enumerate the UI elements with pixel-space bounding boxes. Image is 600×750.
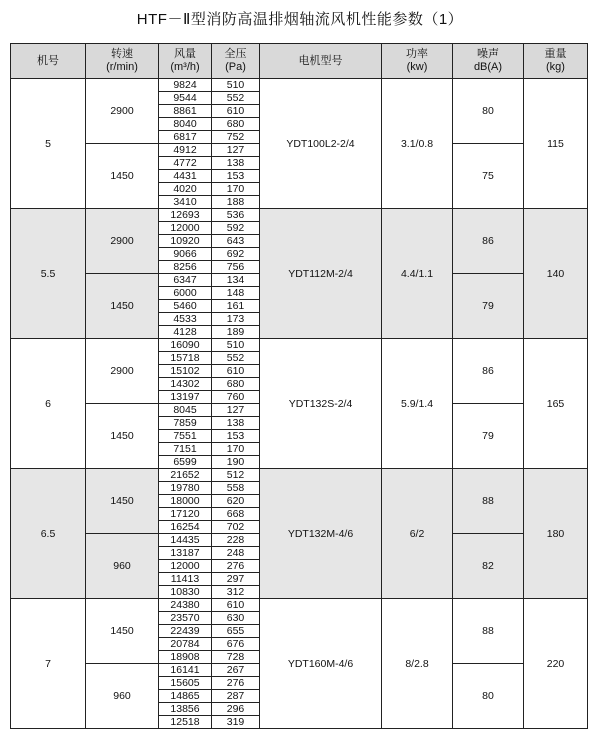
airflow-cell: 14435 [159,534,212,547]
performance-table [10,43,588,729]
speed-cell: 960 [86,534,159,599]
pressure-cell: 190 [212,456,260,469]
airflow-cell: 15718 [159,352,212,365]
airflow-cell: 6817 [159,131,212,144]
pressure-cell: 138 [212,157,260,170]
speed-cell: 1450 [86,599,159,664]
airflow-cell: 6000 [159,287,212,300]
motor-model-cell: YDT100L2-2/4 [260,79,382,209]
pressure-cell: 276 [212,560,260,573]
weight-cell: 165 [524,339,588,469]
pressure-cell: 510 [212,339,260,352]
column-header-total-pressure: 全压 (Pa) [212,44,260,79]
airflow-cell: 13187 [159,547,212,560]
pressure-cell: 189 [212,326,260,339]
pressure-cell: 287 [212,690,260,703]
weight-cell: 140 [524,209,588,339]
airflow-cell: 14302 [159,378,212,391]
airflow-cell: 10920 [159,235,212,248]
pressure-cell: 552 [212,92,260,105]
pressure-cell: 173 [212,313,260,326]
pressure-cell: 610 [212,365,260,378]
column-header-airflow: 风量 (m³/h) [159,44,212,79]
pressure-cell: 680 [212,118,260,131]
pressure-cell: 643 [212,235,260,248]
pressure-cell: 296 [212,703,260,716]
motor-model-cell: YDT112M-2/4 [260,209,382,339]
speed-cell: 2900 [86,209,159,274]
speed-cell: 960 [86,664,159,729]
airflow-cell: 12693 [159,209,212,222]
airflow-cell: 12000 [159,222,212,235]
airflow-cell: 12000 [159,560,212,573]
pressure-cell: 630 [212,612,260,625]
airflow-cell: 24380 [159,599,212,612]
power-cell: 3.1/0.8 [382,79,453,209]
noise-cell: 75 [453,144,524,209]
airflow-cell: 22439 [159,625,212,638]
motor-model-cell: YDT160M-4/6 [260,599,382,729]
pressure-cell: 170 [212,183,260,196]
column-header-speed: 转速 (r/min) [86,44,159,79]
pressure-cell: 127 [212,144,260,157]
pressure-cell: 153 [212,430,260,443]
machine-number-cell: 6 [11,339,86,469]
airflow-cell: 16141 [159,664,212,677]
airflow-cell: 4128 [159,326,212,339]
pressure-cell: 134 [212,274,260,287]
noise-cell: 86 [453,339,524,404]
speed-cell: 1450 [86,404,159,469]
airflow-cell: 4772 [159,157,212,170]
airflow-cell: 7151 [159,443,212,456]
pressure-cell: 297 [212,573,260,586]
motor-model-cell: YDT132M-4/6 [260,469,382,599]
pressure-cell: 188 [212,196,260,209]
speed-cell: 1450 [86,274,159,339]
table-row [11,209,588,222]
pressure-cell: 552 [212,352,260,365]
airflow-cell: 12518 [159,716,212,729]
pressure-cell: 668 [212,508,260,521]
speed-cell: 2900 [86,79,159,144]
airflow-cell: 20784 [159,638,212,651]
pressure-cell: 248 [212,547,260,560]
pressure-cell: 319 [212,716,260,729]
pressure-cell: 148 [212,287,260,300]
noise-cell: 80 [453,664,524,729]
pressure-cell: 760 [212,391,260,404]
column-header-power: 功率 (kw) [382,44,453,79]
noise-cell: 80 [453,79,524,144]
airflow-cell: 8256 [159,261,212,274]
speed-cell: 1450 [86,469,159,534]
airflow-cell: 5460 [159,300,212,313]
airflow-cell: 14865 [159,690,212,703]
airflow-cell: 18908 [159,651,212,664]
machine-number-cell: 5.5 [11,209,86,339]
airflow-cell: 9824 [159,79,212,92]
document-title: HTF－Ⅱ型消防高温排烟轴流风机性能参数（1） [136,11,464,28]
noise-cell: 82 [453,534,524,599]
table-row [11,79,588,92]
table-row [11,339,588,352]
airflow-cell: 4912 [159,144,212,157]
airflow-cell: 8045 [159,404,212,417]
pressure-cell: 558 [212,482,260,495]
column-header-machine-no: 机号 [11,44,86,79]
pressure-cell: 610 [212,105,260,118]
column-header-noise: 噪声 dB(A) [453,44,524,79]
pressure-cell: 510 [212,79,260,92]
airflow-cell: 16090 [159,339,212,352]
airflow-cell: 13856 [159,703,212,716]
column-header-weight: 重量 (kg) [524,44,588,79]
pressure-cell: 692 [212,248,260,261]
pressure-cell: 536 [212,209,260,222]
airflow-cell: 9066 [159,248,212,261]
pressure-cell: 138 [212,417,260,430]
airflow-cell: 19780 [159,482,212,495]
power-cell: 4.4/1.1 [382,209,453,339]
airflow-cell: 17120 [159,508,212,521]
airflow-cell: 8861 [159,105,212,118]
column-header-motor-model: 电机型号 [260,44,382,79]
airflow-cell: 4020 [159,183,212,196]
pressure-cell: 267 [212,664,260,677]
pressure-cell: 680 [212,378,260,391]
airflow-cell: 16254 [159,521,212,534]
power-cell: 6/2 [382,469,453,599]
airflow-cell: 6347 [159,274,212,287]
pressure-cell: 676 [212,638,260,651]
pressure-cell: 312 [212,586,260,599]
table-row [11,599,588,612]
airflow-cell: 15605 [159,677,212,690]
airflow-cell: 7551 [159,430,212,443]
pressure-cell: 161 [212,300,260,313]
motor-model-cell: YDT132S-2/4 [260,339,382,469]
pressure-cell: 610 [212,599,260,612]
airflow-cell: 21652 [159,469,212,482]
noise-cell: 88 [453,469,524,534]
noise-cell: 79 [453,274,524,339]
pressure-cell: 702 [212,521,260,534]
pressure-cell: 127 [212,404,260,417]
airflow-cell: 8040 [159,118,212,131]
pressure-cell: 620 [212,495,260,508]
airflow-cell: 9544 [159,92,212,105]
pressure-cell: 153 [212,170,260,183]
airflow-cell: 4533 [159,313,212,326]
machine-number-cell: 6.5 [11,469,86,599]
power-cell: 5.9/1.4 [382,339,453,469]
pressure-cell: 592 [212,222,260,235]
speed-cell: 1450 [86,144,159,209]
pressure-cell: 228 [212,534,260,547]
speed-cell: 2900 [86,339,159,404]
airflow-cell: 3410 [159,196,212,209]
noise-cell: 79 [453,404,524,469]
airflow-cell: 7859 [159,417,212,430]
table-row [11,469,588,482]
pressure-cell: 728 [212,651,260,664]
weight-cell: 115 [524,79,588,209]
pressure-cell: 655 [212,625,260,638]
airflow-cell: 10830 [159,586,212,599]
weight-cell: 180 [524,469,588,599]
pressure-cell: 512 [212,469,260,482]
noise-cell: 88 [453,599,524,664]
weight-cell: 220 [524,599,588,729]
pressure-cell: 170 [212,443,260,456]
power-cell: 8/2.8 [382,599,453,729]
machine-number-cell: 7 [11,599,86,729]
noise-cell: 86 [453,209,524,274]
pressure-cell: 756 [212,261,260,274]
airflow-cell: 23570 [159,612,212,625]
airflow-cell: 13197 [159,391,212,404]
airflow-cell: 18000 [159,495,212,508]
airflow-cell: 11413 [159,573,212,586]
machine-number-cell: 5 [11,79,86,209]
pressure-cell: 276 [212,677,260,690]
airflow-cell: 4431 [159,170,212,183]
table-header-row [11,44,588,79]
pressure-cell: 752 [212,131,260,144]
airflow-cell: 6599 [159,456,212,469]
airflow-cell: 15102 [159,365,212,378]
